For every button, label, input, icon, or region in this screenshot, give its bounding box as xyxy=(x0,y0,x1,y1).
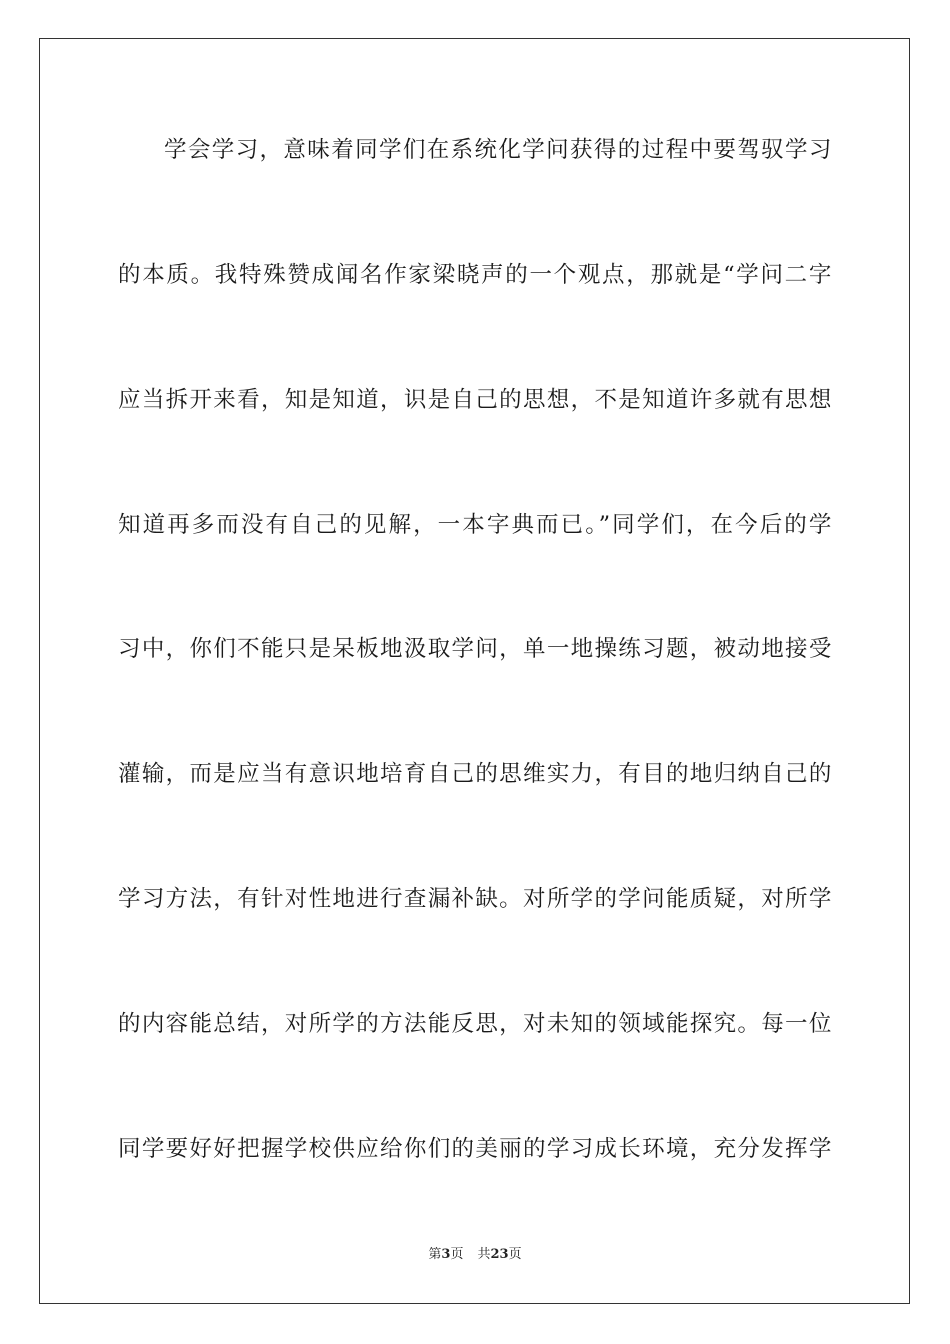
paragraph-line: 知道再多而没有自己的见解，一本字典而已。”同学们，在今后的学 xyxy=(118,512,832,538)
total-label-prefix: 共 xyxy=(477,1247,491,1262)
page-label-prefix: 第 xyxy=(428,1247,442,1262)
paragraph-line: 同学要好好把握学校供应给你们的美丽的学习成长环境，充分发挥学 xyxy=(118,1136,832,1162)
total-label-suffix: 页 xyxy=(508,1247,522,1262)
paragraph-line: 的本质。我特殊赞成闻名作家梁晓声的一个观点，那就是“学问二字 xyxy=(118,262,832,288)
page-number: 3 xyxy=(441,1247,451,1262)
paragraph-line: 应当拆开来看，知是知道，识是自己的思想，不是知道许多就有思想 xyxy=(118,387,832,413)
paragraph-line: 学会学习，意味着同学们在系统化学问获得的过程中要驾驭学习 xyxy=(164,137,832,163)
page-footer xyxy=(0,1245,950,1265)
paragraph-line: 学习方法，有针对性地进行查漏补缺。对所学的学问能质疑，对所学 xyxy=(118,886,832,912)
paragraph-line: 灌输，而是应当有意识地培育自己的思维实力，有目的地归纳自己的 xyxy=(118,761,832,787)
page-frame xyxy=(39,38,910,1304)
total-pages: 23 xyxy=(490,1247,509,1262)
paragraph-line: 的内容能总结，对所学的方法能反思，对未知的领域能探究。每一位 xyxy=(118,1011,832,1037)
paragraph-line: 习中，你们不能只是呆板地汲取学问，单一地操练习题，被动地接受 xyxy=(118,636,832,662)
page-label-suffix: 页 xyxy=(450,1247,464,1262)
